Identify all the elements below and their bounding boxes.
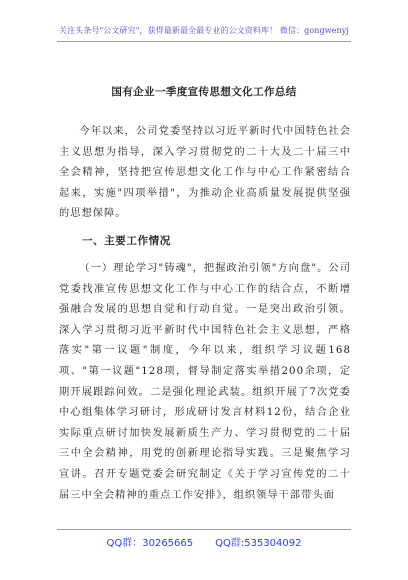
section-paragraph: （一）理论学习"铸魂"，把握政治引领"方向盘"。公司党委找准宣传思想文化工作与中心工作的结合点，不断增强融合发展的思想自觉和行动自觉。一是突出政治引领。深入学习贯彻习近平新时代中国特色社会主义思想，严格落实"第一议题"制度，今年以来，组织学习议题168项、"第一议题"128项，督导制定落实举措200余项，定期开展跟踪问效。二是强化理论武装。组织开展了7次党委中心组集体学习研讨，形成研讨发言材料12份，结合企业实际重点研讨加快发展新质生产力、学习贯彻党的二十届三中全会精神，用党的创新理论指导实践。三是聚焦学习宣讲。召开专题党委会研究制定《关于学习宣传党的二十届三中全会精神的重点工作安排》，组织领导干部带头面 [59, 263, 351, 501]
footer-divider [57, 529, 351, 530]
footer-qq-group-2: QQ群:535304092 [215, 538, 302, 549]
header-divider [57, 41, 351, 42]
header-banner: 关注头条号"公文研究"，获得最新最全最专业的公文资料库！ 微信：gongwenyj [59, 26, 349, 35]
section-heading: 一、主要工作情况 [82, 235, 171, 247]
document-title: 国有企业一季度宣传思想文化工作总结 [111, 86, 297, 98]
intro-paragraph: 今年以来，公司党委坚持以习近平新时代中国特色社会主义思想为指导，深入学习贯彻党的二十大及二十届三中全会精神，坚持把宣传思想文化工作与中心工作紧密结合起来，实施"四项举措"，为推动企业高质量发展提供坚强的思想保障。 [59, 126, 351, 220]
footer [0, 534, 408, 549]
footer-qq-group-1: QQ群：30265665 [106, 538, 194, 549]
